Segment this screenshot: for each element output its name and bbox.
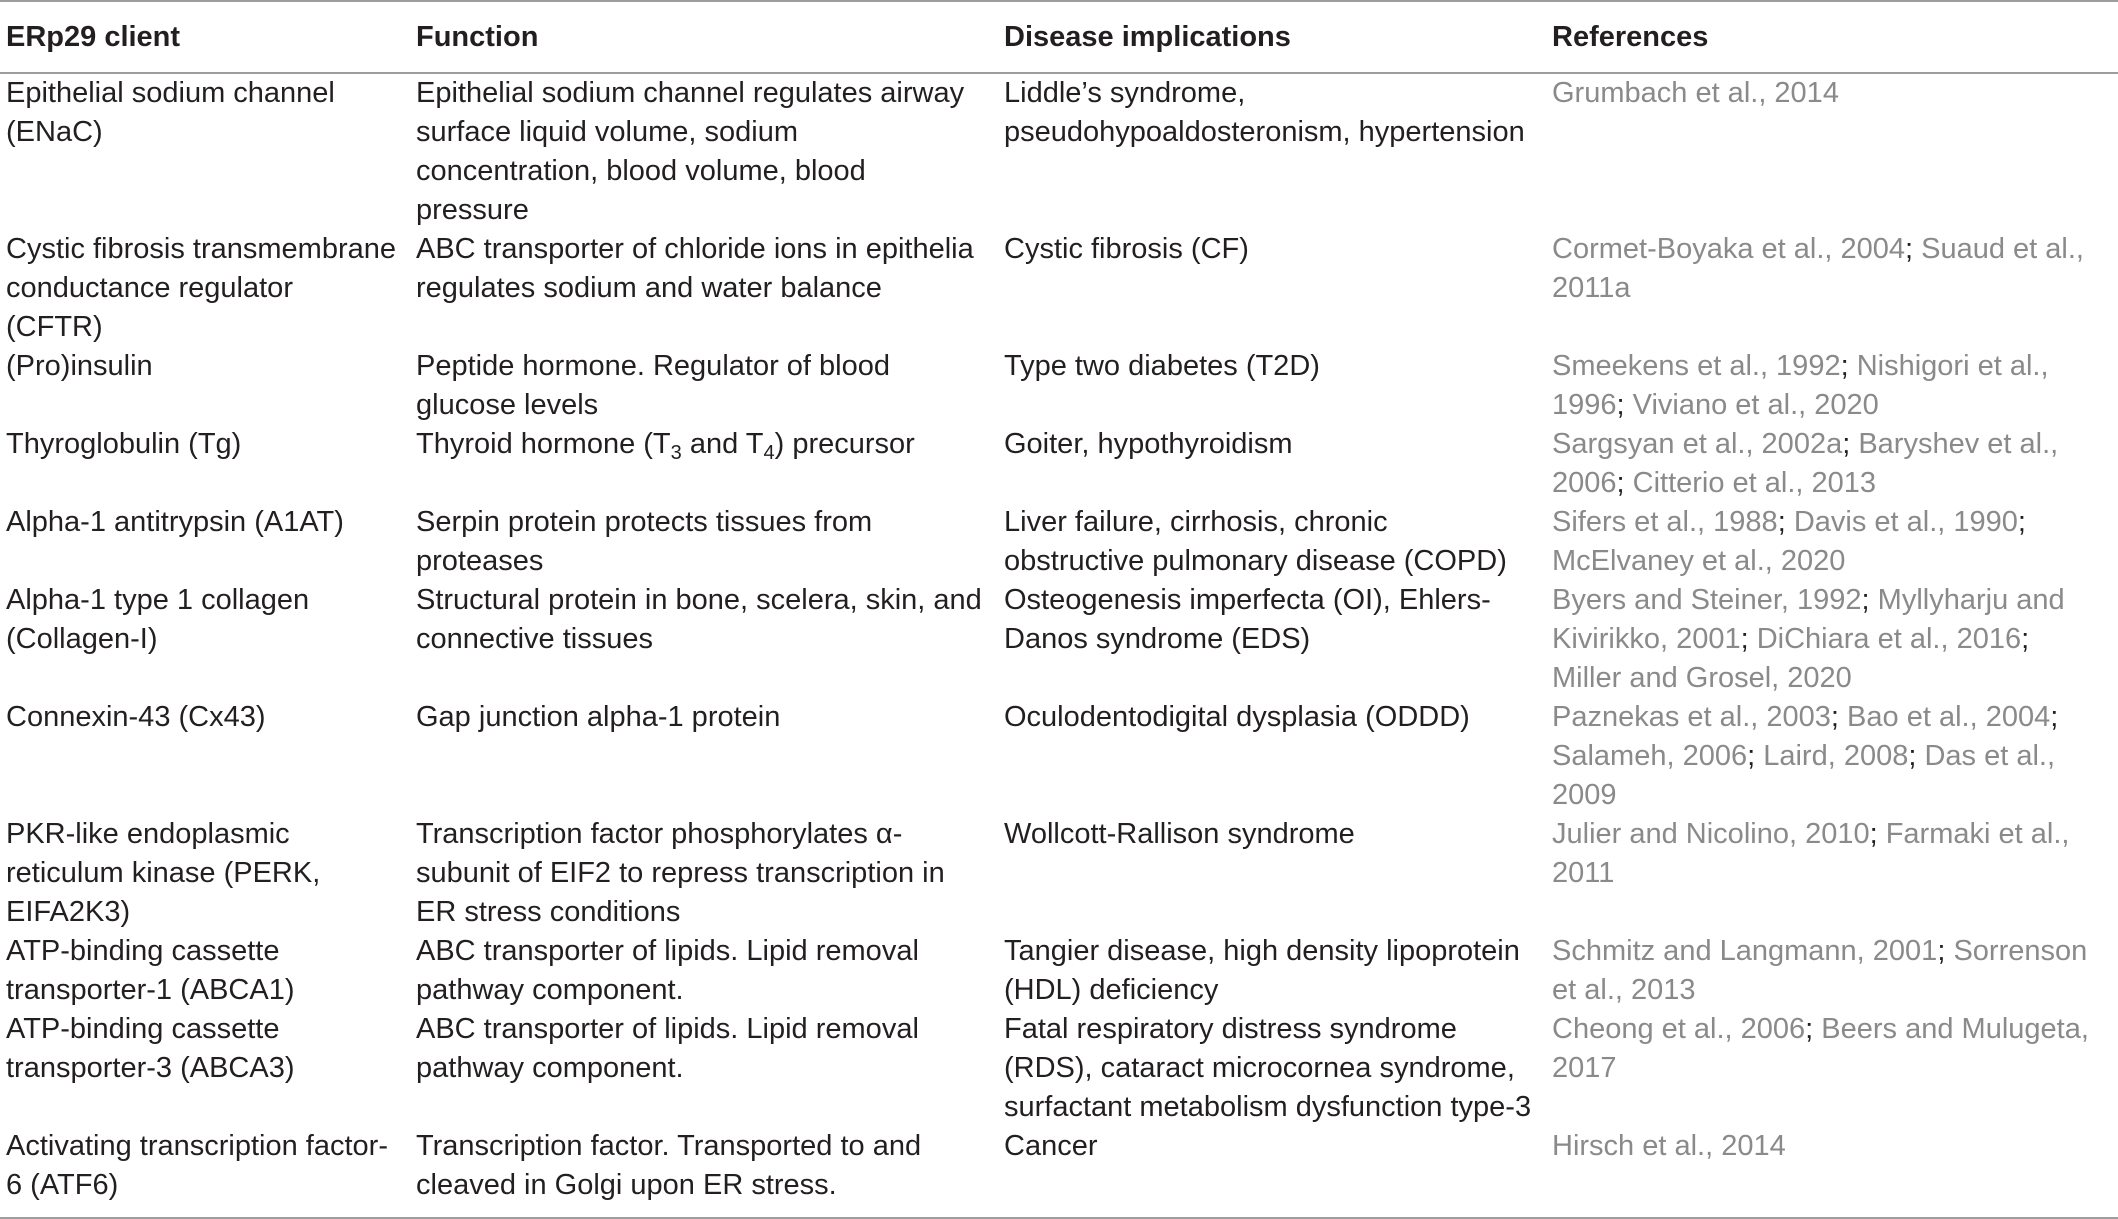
reference-separator: ;	[2021, 623, 2030, 655]
table-header	[0, 1, 2118, 73]
references-cell	[1546, 503, 2118, 581]
reference-link[interactable]: Smeekens et al., 1992	[1552, 350, 1841, 382]
header-client: ERp29 client	[6, 20, 181, 53]
reference-link[interactable]: Nishigori et al., 1996	[1552, 350, 2049, 421]
function-cell: Peptide hormone. Regulator of blood glucose levels	[416, 350, 890, 421]
function-subscript: 3	[670, 442, 682, 464]
reference-link[interactable]: Sifers et al., 1988	[1552, 506, 1778, 538]
references-cell	[1546, 230, 2118, 347]
table-row	[0, 1127, 2118, 1218]
disease-cell: Fatal respiratory distress syndrome (RDS), cataract microcornea syndrome, surfactant metabolism dysfunction type-3	[1004, 1013, 1532, 1123]
reference-separator: ;	[2050, 701, 2059, 733]
reference-link[interactable]: Viviano et al., 2020	[1632, 389, 1879, 421]
reference-separator: ;	[1842, 428, 1859, 460]
client-cell: ATP-binding cassette transporter-1 (ABCA1)	[6, 935, 295, 1006]
header-references: References	[1552, 20, 1709, 53]
references-cell	[1546, 1010, 2118, 1127]
disease-cell: Type two diabetes (T2D)	[1004, 350, 1320, 382]
reference-link[interactable]: Cormet-Boyaka et al., 2004	[1552, 233, 1906, 265]
reference-link[interactable]: Paznekas et al., 2003	[1552, 701, 1831, 733]
client-cell: Epithelial sodium channel (ENaC)	[6, 77, 335, 148]
reference-separator: ;	[1747, 740, 1764, 772]
client-cell: Alpha-1 type 1 collagen (Collagen-I)	[6, 584, 310, 655]
references-cell	[1546, 932, 2118, 1010]
disease-cell: Tangier disease, high density lipoprotein (HDL) deficiency	[1004, 935, 1520, 1006]
function-subscript: 4	[763, 442, 775, 464]
reference-separator: ;	[1937, 935, 1954, 967]
reference-link[interactable]: McElvaney et al., 2020	[1552, 545, 1846, 577]
function-cell: ABC transporter of chloride ions in epithelia regulates sodium and water balance	[416, 233, 974, 304]
reference-link[interactable]: Beers and Mulugeta, 2017	[1552, 1013, 2089, 1084]
function-cell: ABC transporter of lipids. Lipid removal pathway component.	[416, 1013, 919, 1084]
reference-link[interactable]: Sargsyan et al., 2002a	[1552, 428, 1843, 460]
function-cell: Serpin protein protects tissues from proteases	[416, 506, 873, 577]
reference-link[interactable]: Julier and Nicolino, 2010	[1552, 818, 1870, 850]
reference-separator: ;	[1805, 1013, 1822, 1045]
disease-cell: Wollcott-Rallison syndrome	[1004, 818, 1355, 850]
reference-link[interactable]: Das et al., 2009	[1552, 740, 2056, 811]
client-cell: (Pro)insulin	[6, 350, 153, 382]
reference-separator: ;	[1830, 701, 1848, 733]
disease-cell: Osteogenesis imperfecta (OI), Ehlers-Danos syndrome (EDS)	[1004, 584, 1491, 655]
reference-link[interactable]: Byers and Steiner, 1992	[1552, 584, 1862, 616]
references-cell	[1546, 425, 2118, 503]
reference-link[interactable]: Davis et al., 1990	[1793, 506, 2018, 538]
reference-separator: ;	[1840, 350, 1857, 382]
reference-link[interactable]: Myllyharju and Kivirikko, 2001	[1552, 584, 2065, 655]
references-cell	[1546, 73, 2118, 230]
header-function: Function	[416, 20, 539, 53]
table-row	[0, 815, 2118, 932]
table-row	[0, 347, 2118, 425]
reference-link[interactable]: Schmitz and Langmann, 2001	[1552, 935, 1938, 967]
function-text: ) precursor	[774, 428, 915, 460]
client-cell: Cystic fibrosis transmembrane conductance regulator (CFTR)	[6, 233, 396, 343]
table-row	[0, 698, 2118, 815]
reference-link[interactable]: Bao et al., 2004	[1847, 701, 2051, 733]
disease-cell: Oculodentodigital dysplasia (ODDD)	[1004, 701, 1470, 733]
client-cell: Alpha-1 antitrypsin (A1AT)	[6, 506, 344, 538]
function-cell: Transcription factor phosphorylates α-subunit of EIF2 to repress transcription in ER stress conditions	[416, 818, 945, 928]
reference-link[interactable]: Hirsch et al., 2014	[1552, 1130, 1786, 1162]
reference-link[interactable]: Baryshev et al., 2006	[1552, 428, 2059, 499]
reference-separator: ;	[1616, 467, 1633, 499]
reference-link[interactable]: Citterio et al., 2013	[1632, 467, 1877, 499]
header-row	[0, 1, 2118, 73]
table-row	[0, 503, 2118, 581]
reference-link[interactable]: Grumbach et al., 2014	[1552, 77, 1839, 109]
table-row	[0, 425, 2118, 503]
function-cell: Gap junction alpha-1 protein	[416, 701, 781, 733]
header-disease: Disease implications	[1004, 20, 1291, 53]
client-cell: Connexin-43 (Cx43)	[6, 701, 266, 733]
reference-link[interactable]: Laird, 2008	[1763, 740, 1909, 772]
reference-link[interactable]: Sorrenson et al., 2013	[1552, 935, 2088, 1006]
table-row	[0, 73, 2118, 230]
references-cell	[1546, 698, 2118, 815]
disease-cell: Liver failure, cirrhosis, chronic obstructive pulmonary disease (COPD)	[1004, 506, 1507, 577]
reference-separator: ;	[1777, 506, 1794, 538]
client-cell: Thyroglobulin (Tg)	[6, 428, 242, 460]
table-row	[0, 932, 2118, 1010]
reference-link[interactable]: Farmaki et al., 2011	[1552, 818, 2070, 889]
reference-separator: ;	[1908, 740, 1925, 772]
reference-link[interactable]: Miller and Grosel, 2020	[1552, 662, 1852, 694]
client-cell: ATP-binding cassette transporter-3 (ABCA3)	[6, 1013, 295, 1084]
references-cell	[1546, 815, 2118, 932]
table-row	[0, 581, 2118, 698]
table-row	[0, 1010, 2118, 1127]
reference-separator: ;	[1616, 389, 1633, 421]
reference-link[interactable]: Salameh, 2006	[1552, 740, 1748, 772]
reference-separator: ;	[2017, 506, 2026, 538]
reference-separator: ;	[1869, 818, 1886, 850]
function-cell: Structural protein in bone, scelera, skin, and connective tissues	[416, 584, 982, 655]
disease-cell: Cystic fibrosis (CF)	[1004, 233, 1249, 265]
client-cell: PKR-like endoplasmic reticulum kinase (PERK, EIFA2K3)	[6, 818, 321, 928]
function-text: Thyroid hormone (T	[416, 428, 671, 460]
disease-cell: Goiter, hypothyroidism	[1004, 428, 1293, 460]
function-cell: Epithelial sodium channel regulates airway surface liquid volume, sodium concentration, blood volume, blood pressure	[416, 77, 965, 226]
function-cell	[410, 425, 998, 503]
references-cell	[1546, 347, 2118, 425]
table-row	[0, 230, 2118, 347]
function-text: and T	[681, 428, 764, 460]
reference-separator: ;	[1905, 233, 1922, 265]
references-cell	[1546, 581, 2118, 698]
references-cell	[1546, 1127, 2118, 1218]
function-cell: Transcription factor. Transported to and cleaved in Golgi upon ER stress.	[416, 1130, 922, 1201]
function-cell: ABC transporter of lipids. Lipid removal pathway component.	[416, 935, 919, 1006]
disease-cell: Liddle’s syndrome, pseudohypoaldosteronism, hypertension	[1004, 77, 1525, 148]
client-cell: Activating transcription factor-6 (ATF6)	[6, 1130, 388, 1201]
table-body	[0, 73, 2118, 1218]
reference-link[interactable]: Suaud et al., 2011a	[1552, 233, 2084, 304]
reference-separator: ;	[1740, 623, 1757, 655]
reference-separator: ;	[1861, 584, 1878, 616]
reference-link[interactable]: Cheong et al., 2006	[1552, 1013, 1806, 1045]
disease-cell: Cancer	[1004, 1130, 1098, 1162]
reference-link[interactable]: DiChiara et al., 2016	[1756, 623, 2022, 655]
